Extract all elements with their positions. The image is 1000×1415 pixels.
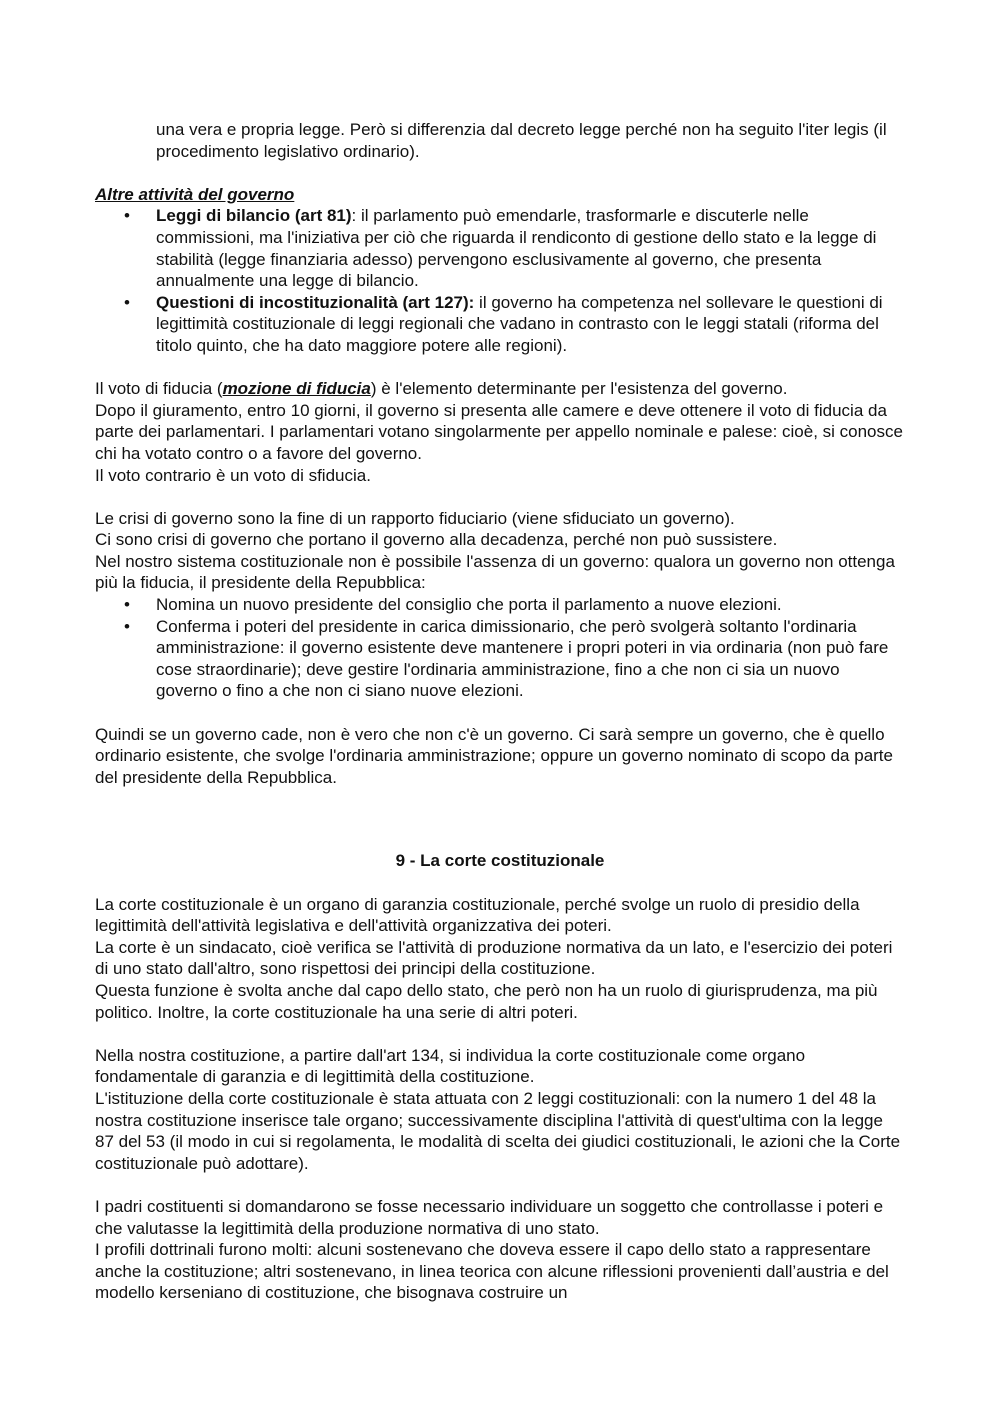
list-item <box>95 616 905 702</box>
altre-attivita-list <box>95 205 905 356</box>
item-label: Questioni di incostituzionalità (art 127): <box>156 292 475 312</box>
quindi-paragraph: Quindi se un governo cade, non è vero che non c'è un governo. Ci sarà sempre un governo, che è quello ordinario esistente, che svolge l'ordinaria amministrazione; oppure un governo nominato di scopo da parte del presidente della Repubblica. <box>95 724 893 787</box>
bullet-icon: • <box>124 616 130 636</box>
corte-paragraph-6: I padri costituenti si domandarono se fosse necessario individuare un soggetto che controllasse i poteri e che valutasse la legittimità della produzione normativa di uno stato. <box>95 1196 884 1238</box>
corte-paragraph-1: La corte costituzionale è un organo di garanzia costituzionale, perché svolge un ruolo di presidio della legittimità dell'attività legislativa e dell'attività organizzativa dei poteri. <box>95 894 860 936</box>
item-label: Leggi di bilancio (art 81) <box>156 206 352 226</box>
item-text: : il parlamento può emendarle, trasformarle e discuterle nelle commissioni, ma l'iniziativa per ciò che riguarda il rendiconto di gestione dello stato e la legge di stabilità (legge finanziaria adesso) pervengono esclusivamente al governo, che presenta annualmente una legge di bilancio. <box>156 206 877 291</box>
crisi-list <box>95 594 905 702</box>
crisi-paragraph-3: Nel nostro sistema costituzionale non è possibile l'assenza di un governo: qualora un governo non ottenga più la fiducia, il presidente della Repubblica: <box>95 551 895 593</box>
list-item <box>95 205 905 291</box>
bullet-icon: • <box>124 292 130 312</box>
fiducia-paragraph-2: Dopo il giuramento, entro 10 giorni, il governo si presenta alle camere e deve ottenere il voto di fiducia da parte dei parlamentari. I parlamentari votano singolarmente per appello nominale e palese: cioè, si conosce chi ha votato contro o a favore del governo. <box>95 400 903 463</box>
corte-paragraph-3: Questa funzione è svolta anche dal capo dello stato, che però non ha un ruolo di giurisprudenza, ma più politico. Inoltre, la corte costituzionale ha una serie di altri poteri. <box>95 980 878 1022</box>
corte-paragraph-7: I profili dottrinali furono molti: alcuni sostenevano che doveva essere il capo dello stato a rappresentare anche la costituzione; altri sostenevano, in linea teorica con alcune riflessioni provenienti dall’austria e del modello kerseniano di costituzione, che bisognava costruire un <box>95 1240 889 1303</box>
heading-text: Altre attività del governo <box>95 184 295 204</box>
text-fragment: ) è l'elemento determinante per l'esistenza del governo. <box>370 379 788 399</box>
item-text: Nomina un nuovo presidente del consiglio che porta il parlamento a nuove elezioni. <box>156 595 782 615</box>
fiducia-paragraph <box>95 378 905 400</box>
crisi-paragraph-1: Le crisi di governo sono la fine di un rapporto fiduciario (viene sfiduciato un governo). <box>95 508 735 528</box>
section-heading-altre-attivita <box>95 184 905 206</box>
continuation-paragraph: una vera e propria legge. Però si differenzia dal decreto legge perché non ha seguito l'iter legis (il procedimento legislativo ordinario). <box>156 120 887 161</box>
emphasis-term: mozione di fiducia <box>222 379 371 399</box>
section-title: 9 - La corte costituzionale <box>395 851 605 871</box>
corte-paragraph-2: La corte è un sindacato, cioè verifica se l'attività di produzione normativa da un lato, e l'esercizio dei poteri di uno stato dall'altro, sono rispettosi dei principi della costituzione. <box>95 937 893 979</box>
bullet-icon: • <box>124 595 130 615</box>
text-fragment: Il voto di fiducia ( <box>95 379 223 399</box>
bullet-icon: • <box>124 206 130 226</box>
item-text: il governo ha competenza nel sollevare le questioni di legittimità costituzionale di leggi regionali che vadano in contrasto con le leggi statali (riforma del titolo quinto, che ha dato maggiore potere alle regioni). <box>156 292 883 355</box>
item-text: Conferma i poteri del presidente in carica dimissionario, che però svolgerà soltanto l'ordinaria amministrazione: il governo esistente deve mantenere i propri poteri in via ordinaria (non può fare cose straordinarie); deve gestire l'ordinaria amministrazione, fino a che non ci sia un nuovo governo o fino a che non ci siano nuove elezioni. <box>156 616 889 701</box>
list-item <box>95 594 905 616</box>
fiducia-paragraph-3: Il voto contrario è un voto di sfiducia. <box>95 465 371 485</box>
page-content <box>95 119 905 1304</box>
corte-paragraph-5: L'istituzione della corte costituzionale è stata attuata con 2 leggi costituzionali: con la numero 1 del 48 la nostra costituzione inserisce tale organo; successivamente disciplina l'attività di quest'ultima con la legge 87 del 53 (il modo in cui si regolamenta, le modalità di scelta dei giudici costituzionali, le azioni che la Corte costituzionale può adottare). <box>95 1088 901 1173</box>
corte-paragraph-4: Nella nostra costituzione, a partire dall'art 134, si individua la corte costituzionale come organo fondamentale di garanzia e di legittimità della costituzione. <box>95 1045 806 1087</box>
list-item <box>95 292 905 357</box>
crisi-paragraph-2: Ci sono crisi di governo che portano il governo alla decadenza, perché non può sussistere. <box>95 530 778 550</box>
